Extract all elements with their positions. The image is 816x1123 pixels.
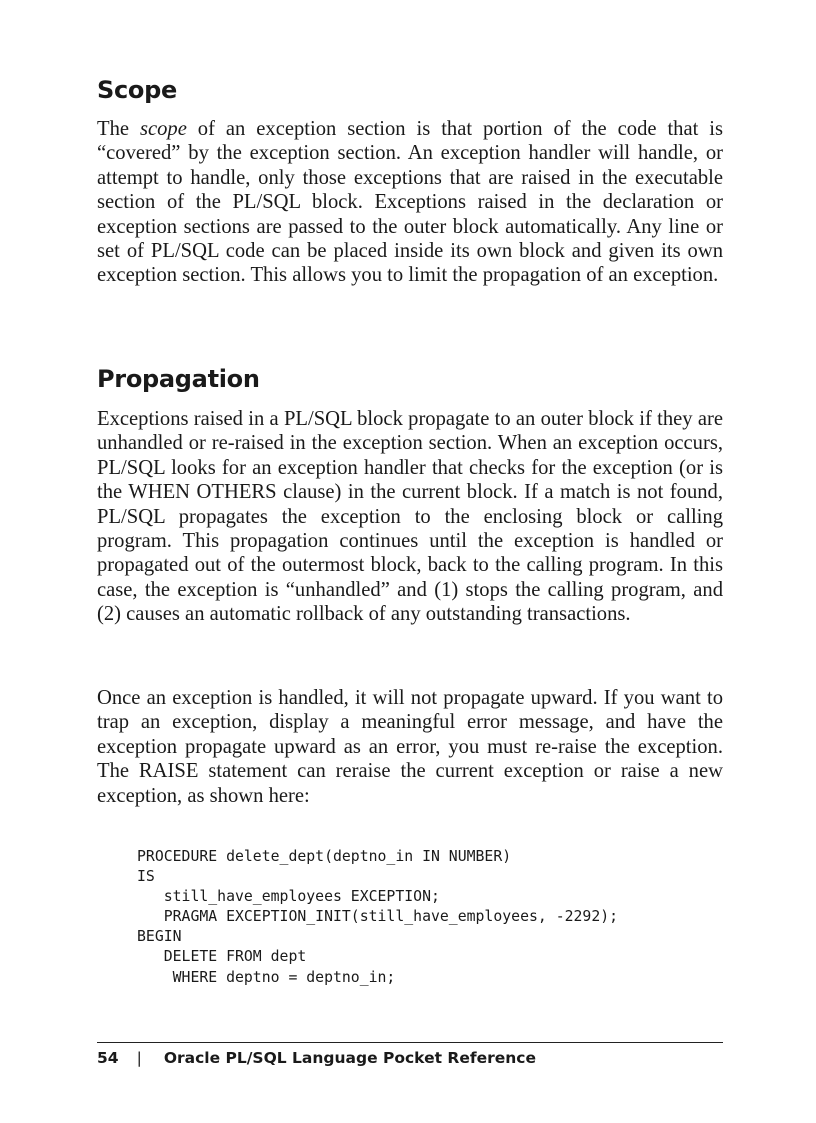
code-example: PROCEDURE delete_dept(deptno_in IN NUMBER) IS still_have_employees EXCEPTION; PRAGMA EXCEPTION_INIT(still_have_employees, -2292); BEGIN DELETE FROM dept WHERE deptno = deptno_in; bbox=[137, 848, 619, 986]
propagation-heading: Propagation bbox=[97, 365, 260, 393]
page-number: 54 bbox=[97, 1049, 119, 1067]
scope-paragraph-rest: of an exception section is that portion of the code that is “covered” by the exception section. An exception handler will handle, or attempt to handle, only those exceptions that are raised in the executable section of the PL/SQL block. Exceptions raised in the declaration or exception sections are passed to the outer block automatically. Any line or set of PL/SQL code can be placed inside its own block and given its own exception section. This allows you to limit the propagation of an exception. bbox=[97, 118, 724, 287]
book-title: Oracle PL/SQL Language Pocket Reference bbox=[163, 1049, 536, 1067]
footer-divider bbox=[97, 1042, 723, 1043]
scope-paragraph-lead: The bbox=[97, 118, 140, 140]
scope-term: scope bbox=[139, 118, 187, 140]
propagation-paragraph-2: Once an exception is handled, it will not propagate upward. If you want to trap an exception, display a meaningful error message, and have the exception propagate upward as an error, you must re-raise the exception. The RAISE statement can reraise the current exception or raise a new exception, as shown here: bbox=[97, 687, 723, 807]
propagation-paragraph-1: Exceptions raised in a PL/SQL block propagate to an outer block if they are unhandled or re-raised in the exception section. When an exception occurs, PL/SQL looks for an exception handler that checks for the exception (or is the WHEN OTHERS clause) in the current block. If a match is not found, PL/SQL propagates the exception to the enclosing block or calling program. This propagation continues until the exception is handled or propagated out of the outermost block, back to the calling program. In this case, the exception is “unhandled” and (1) stops the calling program, and (2) causes an automatic rollback of any outstanding transactions. bbox=[97, 408, 723, 626]
scope-paragraph bbox=[97, 117, 723, 288]
page-footer bbox=[97, 1048, 536, 1068]
footer-separator: | bbox=[136, 1049, 142, 1067]
scope-heading: Scope bbox=[97, 76, 177, 104]
